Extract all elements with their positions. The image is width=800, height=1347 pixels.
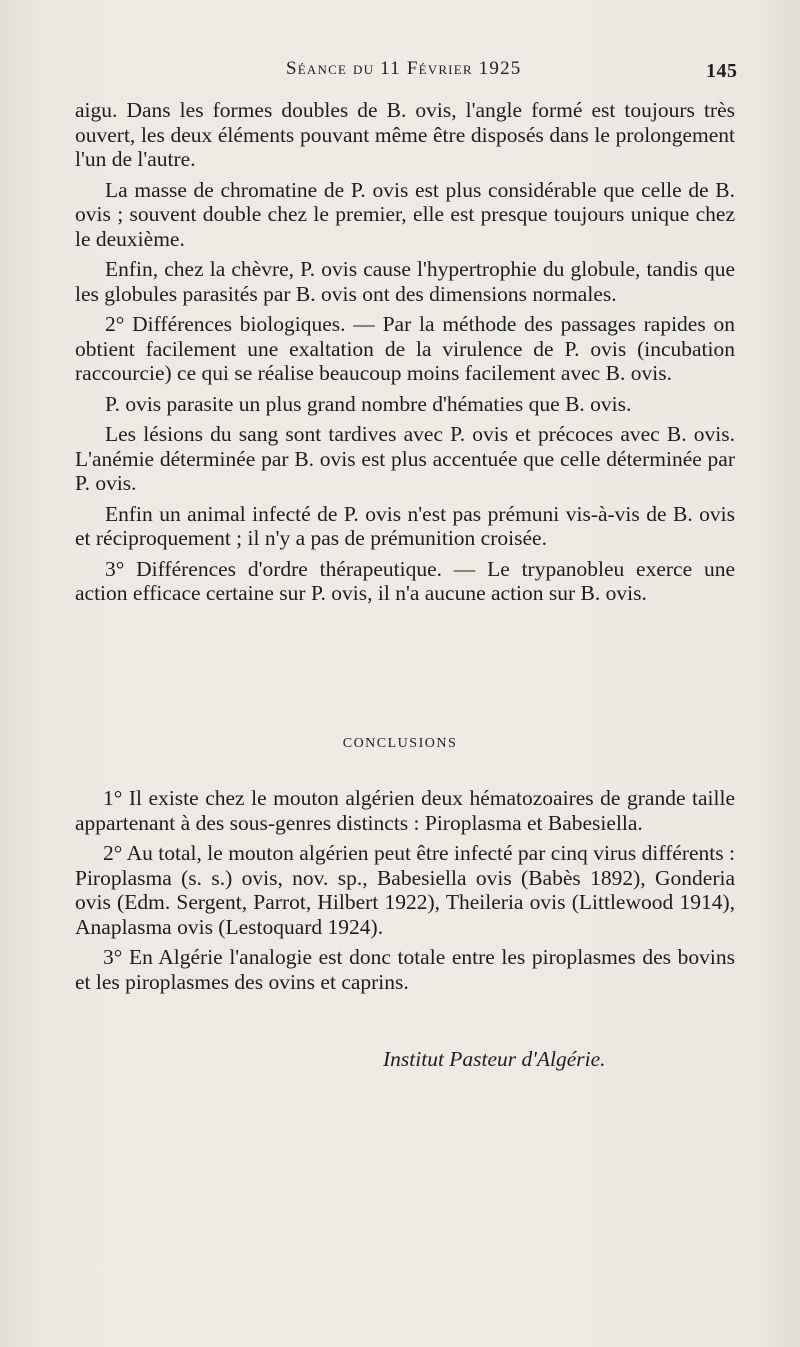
paragraph: 2° Différences biologiques. — Par la méthode des passages rapides on obtient facilement une exaltation de la virulence de P. ovis (incubation raccourcie) ce qui se réalise beaucoup moins facilement avec B. ovis. (75, 312, 735, 385)
conclusion-item: 1° Il existe chez le mouton algérien deux hématozoaires de grande taille appartenant à des sous-genres distincts : Piroplasma et Babesiella. (75, 786, 735, 835)
section-heading: CONCLUSIONS (342, 736, 458, 751)
paragraph: Enfin un animal infecté de P. ovis n'est pas prémuni vis-à-vis de B. ovis et réciproquement ; il n'y a pas de prémunition croisée. (75, 501, 735, 550)
paragraph: Les lésions du sang sont tardives avec P. ovis et précoces avec B. ovis. L'anémie déterminée par B. ovis est plus accentuée que celle déterminée par P. ovis. (75, 422, 735, 495)
signature: Institut Pasteur d'Algérie. (383, 1047, 606, 1071)
conclusion-item: 2° Au total, le mouton algérien peut être infecté par cinq virus différents : Piroplasma (s. s.) ovis, nov. sp., Babesiella ovis (Babès 1892), Gonderia ovis (Edm. Sergent, Parrot, Hilbert 1922), Theileria ovis (Littlewood 1914), Anaplasma ovis (Lestoquard 1924). (75, 841, 735, 939)
paragraph: La masse de chromatine de P. ovis est plus considérable que celle de B. ovis ; souvent double chez le premier, elle est presque toujours unique chez le deuxième. (75, 177, 735, 251)
paragraph: aigu. Dans les formes doubles de B. ovis, l'angle formé est toujours très ouvert, les deux éléments pouvant même être disposés dans le prolongement l'un de l'autre. (75, 98, 735, 171)
conclusions-text (75, 786, 735, 1000)
conclusion-item: 3° En Algérie l'analogie est donc totale entre les piroplasmes des bovins et les piroplasmes des ovins et caprins. (75, 945, 735, 994)
paragraph: P. ovis parasite un plus grand nombre d'hématies que B. ovis. (105, 391, 632, 416)
page-number: 145 (706, 60, 738, 82)
page-header (0, 58, 800, 90)
body-text (75, 98, 735, 612)
running-head: Séance du 11 Février 1925 (286, 58, 522, 79)
paragraph: 3° Différences d'ordre thérapeutique. — Le trypanobleu exerce une action efficace certaine sur P. ovis, il n'a aucune action sur B. ovis. (75, 556, 735, 605)
paragraph: Enfin, chez la chèvre, P. ovis cause l'hypertrophie du globule, tandis que les globules parasités par B. ovis ont des dimensions normales. (75, 257, 735, 306)
